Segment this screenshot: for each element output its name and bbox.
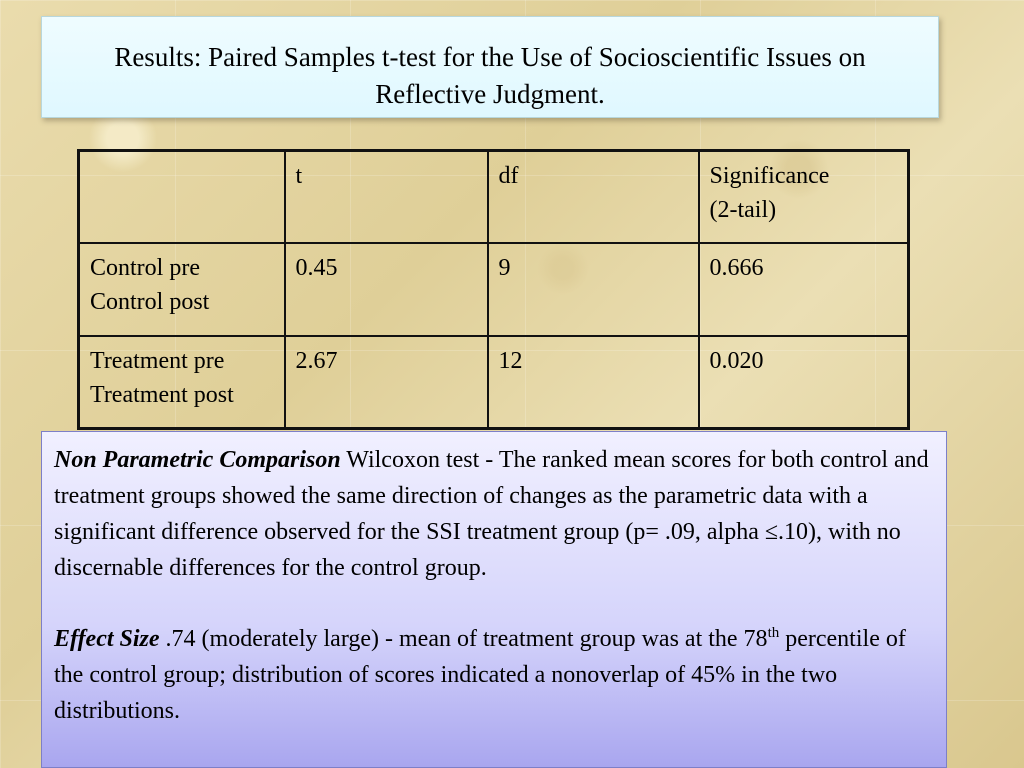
nonparametric-text: Wilcoxon test - The ranked mean scores for both control and treatment groups showed the same direction of changes as the parametric data with a significant difference observed for the SSI treatment group (p= .09, alpha ≤.10), with no discernable differences for the control group. [54, 447, 929, 581]
nonparametric-label: Non Parametric Comparison [54, 447, 341, 473]
row-label [79, 336, 285, 429]
effect-size-label: Effect Size [54, 626, 160, 652]
row-label-line: Treatment post [90, 381, 234, 408]
effect-size-superscript: th [767, 625, 780, 641]
significance-label: Significance [709, 163, 830, 189]
df-value: 9 [488, 243, 699, 336]
effect-size-paragraph [54, 621, 934, 729]
table-row [79, 336, 909, 429]
table-row [79, 243, 909, 336]
row-label-line: Treatment pre [90, 347, 225, 374]
table-header-t: t [285, 151, 488, 243]
t-value: 2.67 [285, 336, 488, 429]
effect-size-text-before: .74 (moderately large) - mean of treatment group was at the 78 [159, 626, 768, 652]
table-header-df: df [488, 151, 699, 243]
significance-value: 0.020 [699, 336, 909, 429]
df-value: 12 [488, 336, 699, 429]
significance-value: 0.666 [699, 243, 909, 336]
nonparametric-paragraph [54, 442, 934, 586]
table-header-significance [699, 151, 909, 243]
row-label [79, 243, 285, 336]
slide-title: Results: Paired Samples t-test for the Use of Socioscientific Issues on Reflective Judgment. [41, 16, 939, 118]
table-header-empty [79, 151, 285, 243]
row-label-line: Control post [90, 288, 210, 315]
significance-tail-label: (2-tail) [709, 197, 777, 223]
notes-panel [41, 431, 947, 768]
table-header-row [79, 151, 909, 243]
t-value: 0.45 [285, 243, 488, 336]
results-table [77, 149, 910, 430]
row-label-line: Control pre [90, 254, 200, 281]
effect-size-text-after: percentile of the control group; distribution of scores indicated a nonoverlap of 45% in the two distributions. [54, 626, 906, 724]
